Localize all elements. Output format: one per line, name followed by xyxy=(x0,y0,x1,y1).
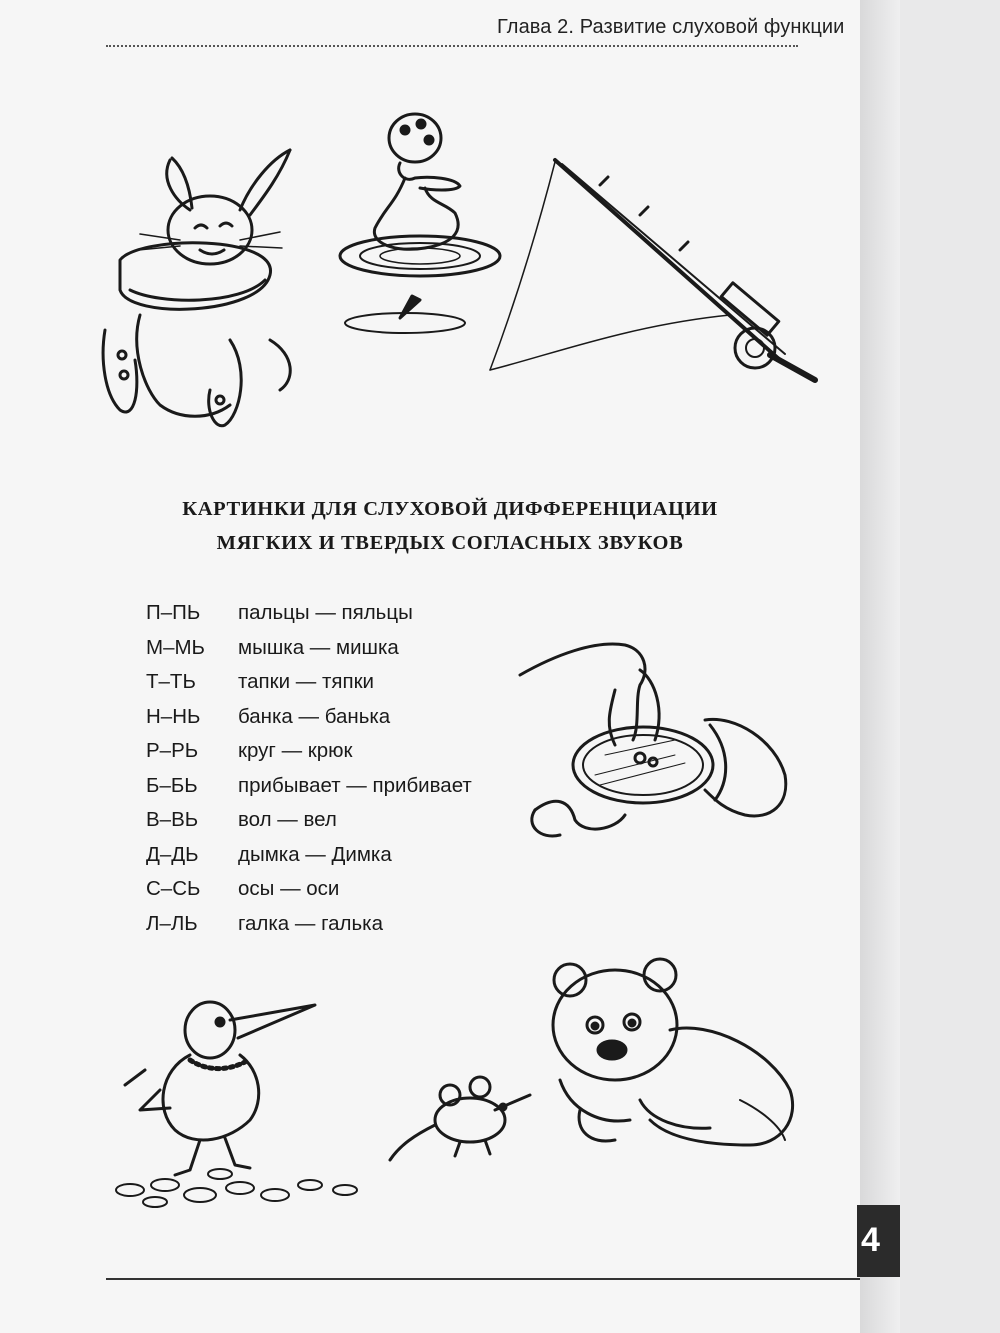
fishing-rod-illustration xyxy=(480,150,820,390)
chapter-header: Глава 2. Развитие слуховой функции xyxy=(497,16,845,38)
sound-pair-label: Д–ДЬ xyxy=(146,842,199,866)
list-item xyxy=(146,631,472,666)
sound-pair-label: Б–БЬ xyxy=(146,773,198,797)
sound-pair-label: Т–ТЬ xyxy=(146,670,196,694)
sound-pair-label: М–МЬ xyxy=(146,635,206,659)
list-item xyxy=(146,872,472,907)
page-edge xyxy=(860,0,900,1333)
word-pair: тапки — тяпки xyxy=(238,670,374,694)
sound-pair-label: Р–РЬ xyxy=(146,739,199,763)
show-through-text xyxy=(120,860,125,885)
sound-pair-label: Н–НЬ xyxy=(146,704,201,728)
list-item xyxy=(146,803,472,838)
list-item xyxy=(146,700,472,735)
sound-pair-label: Л–ЛЬ xyxy=(146,911,198,935)
mouse-illustration xyxy=(385,1065,545,1165)
list-item xyxy=(146,596,472,631)
rabbit-in-hat-illustration xyxy=(100,140,310,440)
list-item xyxy=(146,838,472,873)
word-pair: вол — вел xyxy=(238,808,337,832)
footer-divider xyxy=(106,1278,860,1280)
sound-pair-label: С–СЬ xyxy=(146,877,201,901)
hand-with-embroidery-hoop-illustration xyxy=(515,630,795,845)
word-pair: мышка — мишка xyxy=(238,635,399,659)
word-pair: прибывает — прибивает xyxy=(238,773,472,797)
page-number: 4 xyxy=(861,1221,880,1259)
word-pair: круг — крюк xyxy=(238,739,353,763)
section-heading xyxy=(110,492,790,560)
section-heading-line1: КАРТИНКИ ДЛЯ СЛУХОВОЙ ДИФФЕРЕНЦИАЦИИ xyxy=(182,498,718,520)
list-item xyxy=(146,907,472,942)
list-item xyxy=(146,665,472,700)
word-pair: галка — галька xyxy=(238,911,383,935)
word-pair: осы — оси xyxy=(238,877,340,901)
word-pair: банка — банька xyxy=(238,704,391,728)
sound-pair-label: В–ВЬ xyxy=(146,808,199,832)
sound-pair-label: П–ПЬ xyxy=(146,601,201,625)
word-pair: дымка — Димка xyxy=(238,842,392,866)
header-divider xyxy=(106,45,798,47)
bird-on-stones-illustration xyxy=(100,990,370,1210)
bear-cub-illustration xyxy=(540,950,800,1165)
section-heading-line2: МЯГКИХ И ТВЕРДЫХ СОГЛАСНЫХ ЗВУКОВ xyxy=(216,532,684,554)
list-item xyxy=(146,734,472,769)
list-item xyxy=(146,769,472,804)
sound-pairs-list xyxy=(146,596,472,941)
word-pair: пальцы — пяльцы xyxy=(238,601,413,625)
page-number-tab xyxy=(857,1205,900,1277)
